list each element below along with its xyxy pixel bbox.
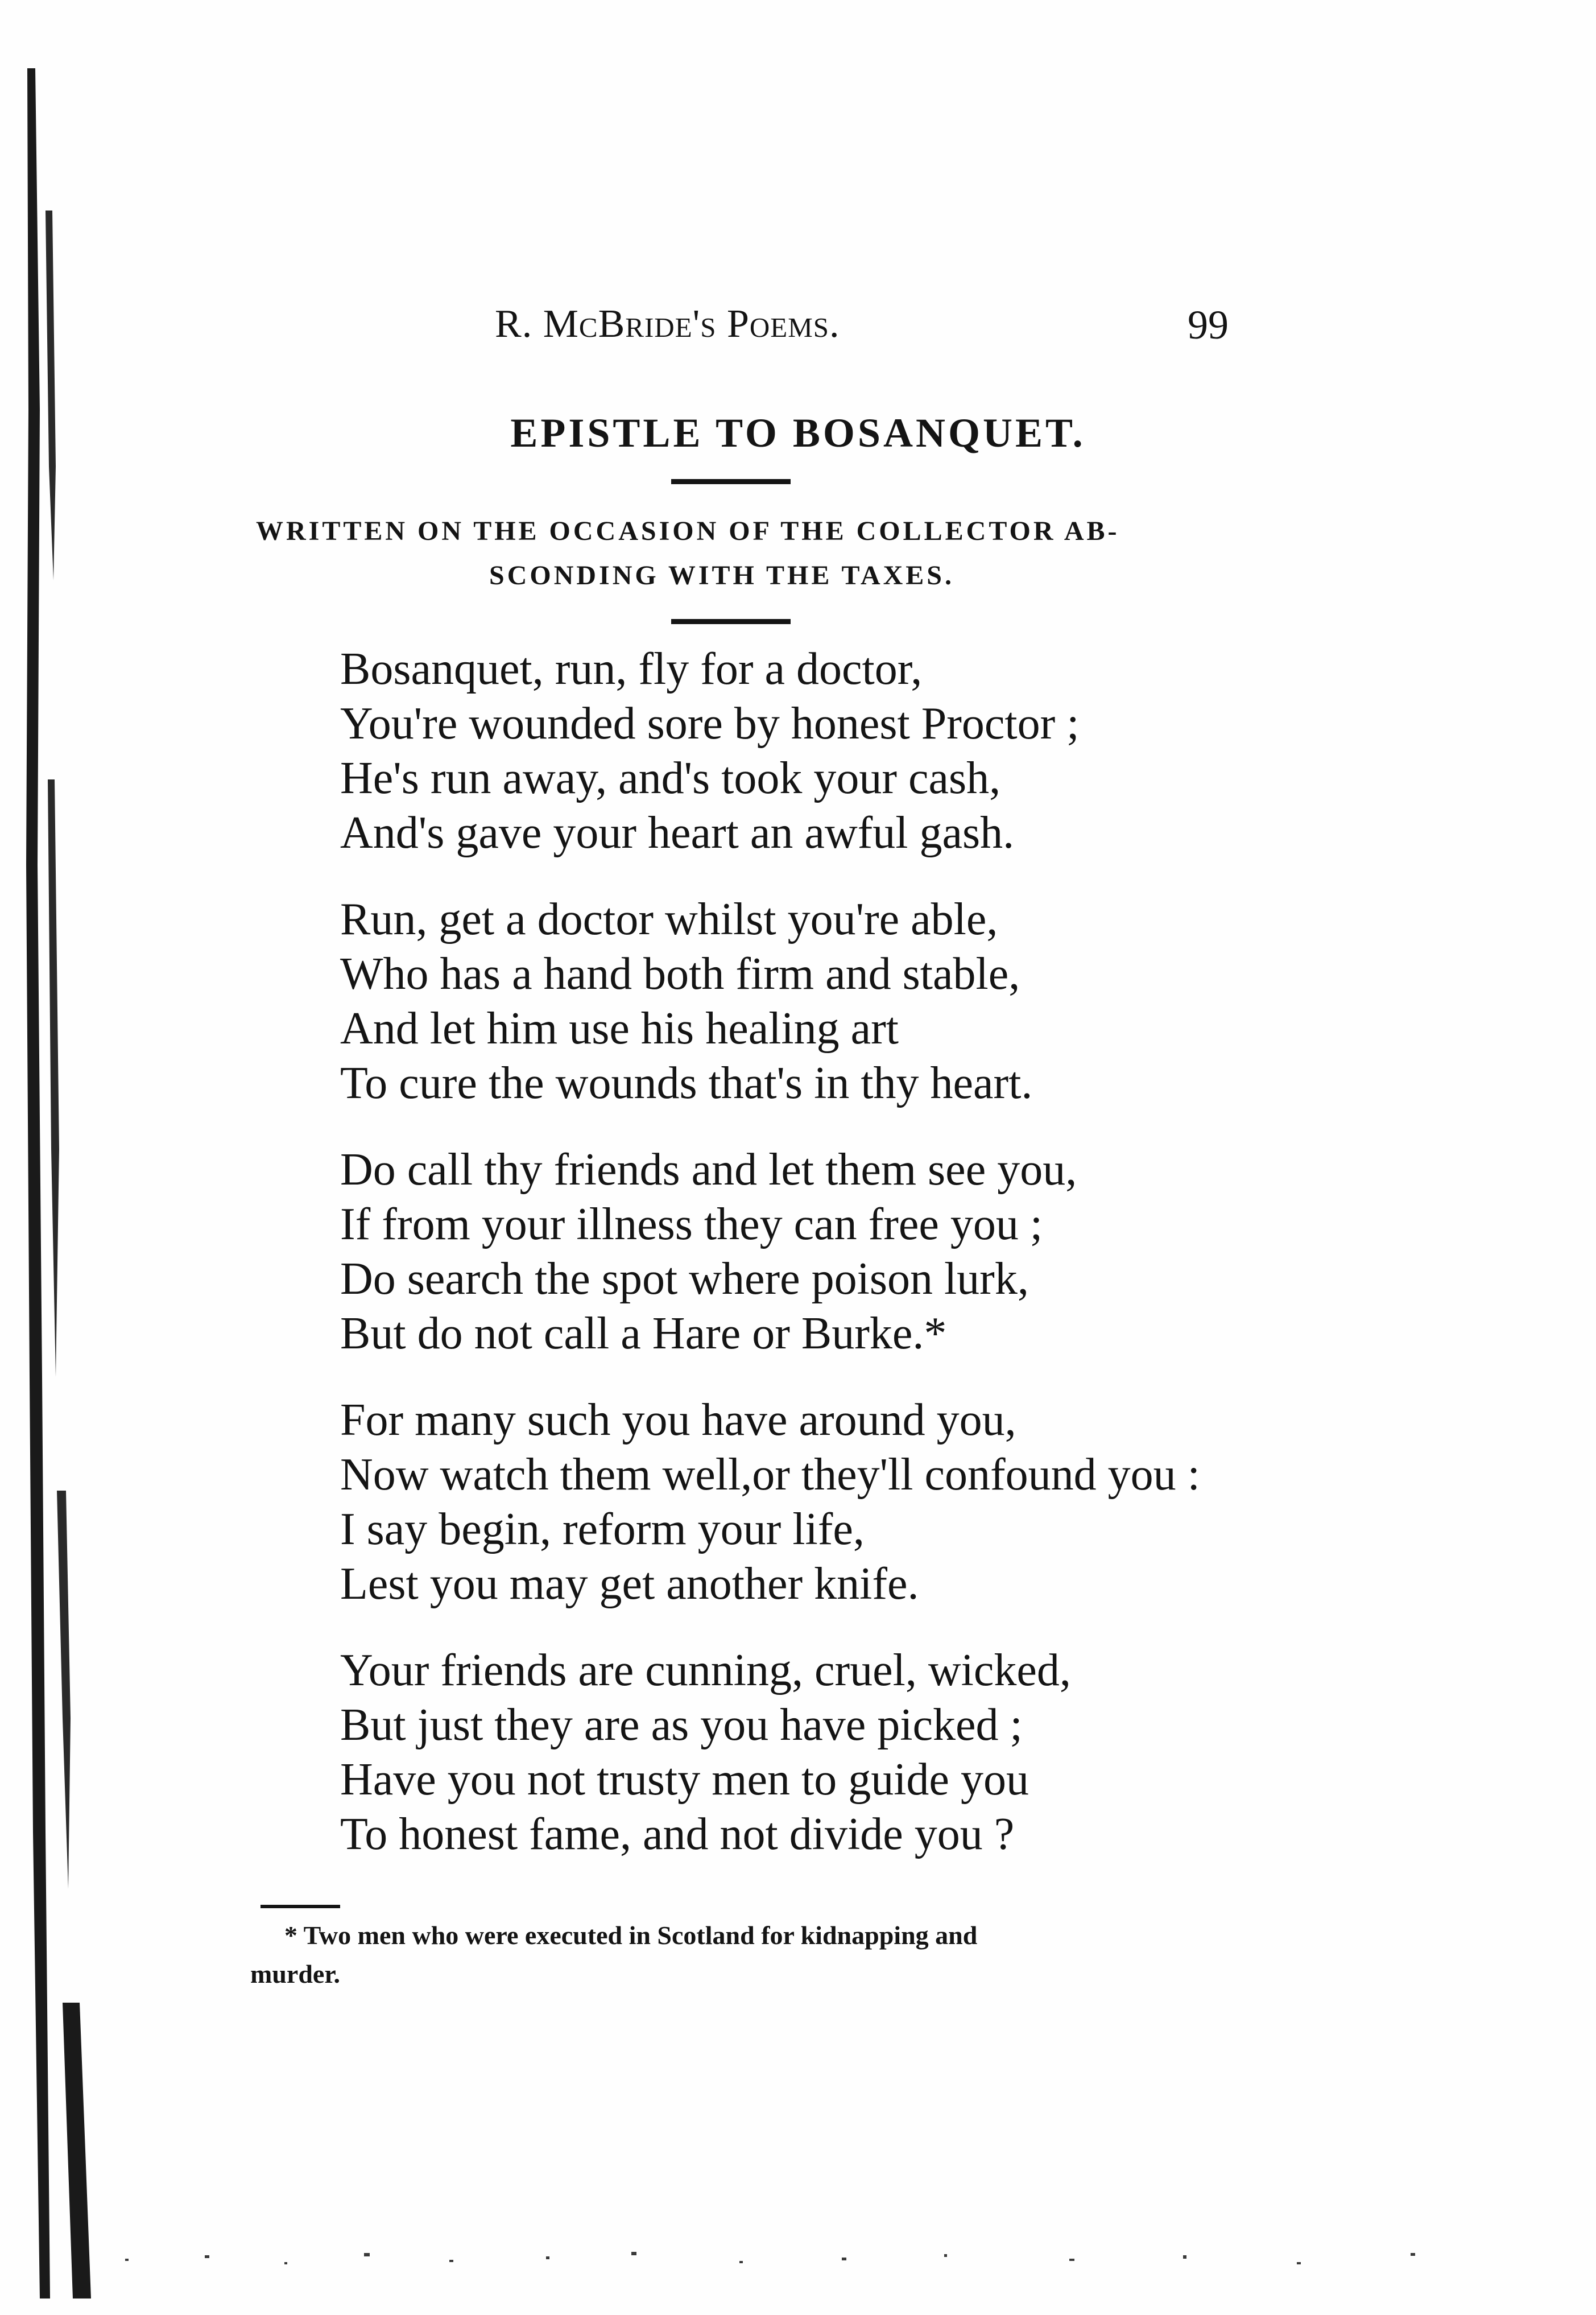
stanza-2	[340, 892, 1262, 1111]
scan-binding-shadow	[23, 68, 108, 2299]
verse-line: To honest fame, and not divide you ?	[340, 1809, 1015, 1859]
stanza-4	[340, 1393, 1262, 1611]
running-head: R. McBride's Poems.	[495, 302, 840, 346]
verse-line: He's run away, and's took your cash,	[340, 753, 1001, 803]
poem-subtitle	[256, 509, 1234, 598]
verse-line: Do call thy friends and let them see you,	[340, 1145, 1077, 1195]
title-rule	[671, 479, 791, 484]
footnote	[250, 1916, 1251, 1994]
poem-body	[340, 642, 1262, 1893]
footnote-line-2: murder.	[250, 1959, 341, 1988]
verse-line: Do search the spot where poison lurk,	[340, 1254, 1029, 1304]
stanza-5	[340, 1643, 1262, 1862]
verse-line: And let him use his healing art	[340, 1004, 899, 1054]
verse-line: I say begin, reform your life,	[340, 1504, 865, 1554]
verse-line: But just they are as you have picked ;	[340, 1700, 1023, 1750]
stanza-3	[340, 1142, 1262, 1361]
page-header	[455, 302, 1229, 364]
verse-line: Have you not trusty men to guide you	[340, 1755, 1029, 1805]
poem-title: EPISTLE TO BOSANQUET.	[510, 410, 1086, 456]
verse-line: Lest you may get another knife.	[340, 1559, 919, 1609]
verse-line: Your friends are cunning, cruel, wicked,	[340, 1645, 1071, 1695]
verse-line: Now watch them well,or they'll confound you :	[340, 1450, 1200, 1500]
verse-line: You're wounded sore by honest Proctor ;	[340, 699, 1080, 749]
footnote-rule	[261, 1905, 340, 1908]
verse-line: To cure the wounds that's in thy heart.	[340, 1058, 1033, 1108]
page-number: 99	[1188, 302, 1229, 348]
verse-line: Run, get a doctor whilst you're able,	[340, 894, 998, 944]
verse-line: Who has a hand both firm and stable,	[340, 949, 1020, 999]
footnote-line-1: * Two men who were executed in Scotland for kidnapping and	[284, 1921, 978, 1950]
verse-line: But do not call a Hare or Burke.*	[340, 1309, 947, 1359]
stanza-1	[340, 642, 1262, 860]
verse-line: Bosanquet, run, fly for a doctor,	[340, 644, 923, 694]
scan-bottom-speckle	[102, 2242, 1496, 2276]
subtitle-rule	[671, 619, 791, 624]
verse-line: And's gave your heart an awful gash.	[340, 808, 1015, 858]
subtitle-line-2: SCONDING WITH THE TAXES.	[489, 560, 954, 591]
subtitle-line-1: WRITTEN ON THE OCCASION OF THE COLLECTOR AB-	[256, 516, 1120, 546]
verse-line: For many such you have around you,	[340, 1395, 1016, 1445]
verse-line: If from your illness they can free you ;	[340, 1199, 1043, 1249]
